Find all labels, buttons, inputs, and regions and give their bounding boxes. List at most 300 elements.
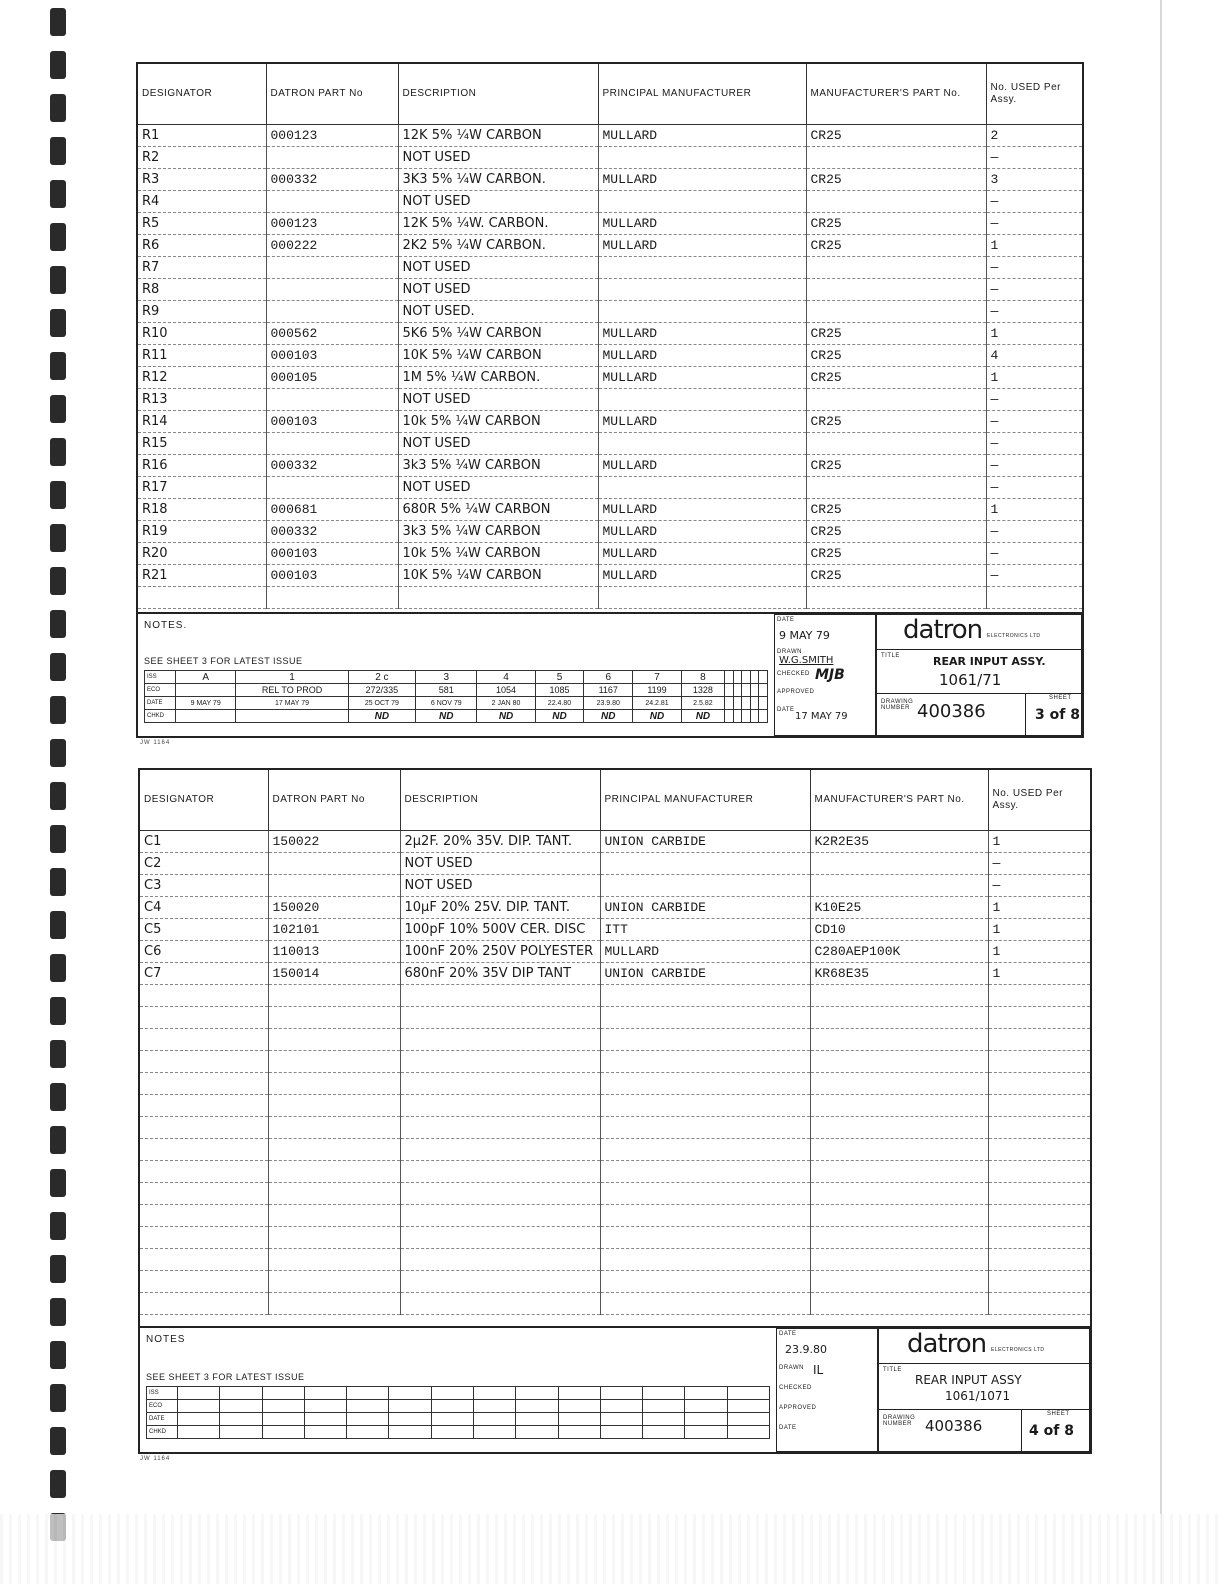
binding-ring [50, 481, 66, 509]
qty-cell: — [986, 477, 1082, 499]
part-number-cell: 000123 [266, 213, 398, 235]
description-cell [400, 1293, 600, 1315]
manufacturer-cell [598, 301, 806, 323]
designator-cell [140, 1271, 268, 1293]
binding-ring [50, 51, 66, 79]
mfr-part-cell [810, 1095, 988, 1117]
manufacturer-cell [600, 875, 810, 897]
description-cell: 10K 5% ¼W CARBON [398, 345, 598, 367]
issue-cell: 5 [535, 671, 584, 684]
description-cell: 2μ2F. 20% 35V. DIP. TANT. [400, 831, 600, 853]
manufacturer-cell [600, 1095, 810, 1117]
table-row [138, 301, 1082, 323]
description-cell: NOT USED [398, 477, 598, 499]
table-row [140, 919, 1090, 941]
designator-cell [140, 1051, 268, 1073]
see-sheet-note: SEE SHEET 3 FOR LATEST ISSUE [146, 1372, 305, 1382]
part-number-cell: 000562 [266, 323, 398, 345]
description-cell: 12K 5% ¼W. CARBON. [398, 213, 598, 235]
issue-cell [304, 1387, 346, 1400]
qty-cell: 1 [986, 499, 1082, 521]
designator-cell [140, 1095, 268, 1117]
chkd-cell: ND [477, 710, 535, 723]
table-row [138, 499, 1082, 521]
binding-ring [50, 739, 66, 767]
mfr-part-cell [810, 1073, 988, 1095]
part-number-cell [268, 1139, 400, 1161]
designator-cell: R10 [138, 323, 266, 345]
binding-ring [50, 1212, 66, 1240]
logo-subtitle: ELECTRONICS LTD [991, 1347, 1045, 1353]
mfr-part-cell: K10E25 [810, 897, 988, 919]
eco-cell: 1167 [584, 684, 633, 697]
issue-cell [643, 1387, 685, 1400]
designator-header: DESIGNATOR [138, 64, 266, 125]
mfr-part-cell: CR25 [806, 543, 986, 565]
description-cell: 3k3 5% ¼W CARBON [398, 455, 598, 477]
eco-cell [473, 1400, 515, 1413]
part-number-cell [266, 587, 398, 609]
binding-ring [50, 1384, 66, 1412]
part-number-cell: 000103 [266, 345, 398, 367]
eco-label: ECO [145, 684, 176, 697]
date-value: 9 MAY 79 [779, 629, 830, 642]
issue-cell [750, 671, 759, 684]
table-row [138, 191, 1082, 213]
chkd-cell: ND [535, 710, 584, 723]
part-number-cell [268, 1073, 400, 1095]
qty-cell: — [986, 455, 1082, 477]
part-number-cell: 000105 [266, 367, 398, 389]
drawing-number: 400386 [917, 701, 986, 722]
date-cell [473, 1413, 515, 1426]
mfr-part-cell [810, 1161, 988, 1183]
description-cell: 10k 5% ¼W CARBON [398, 411, 598, 433]
mfr-part-cell: CR25 [806, 345, 986, 367]
qty-cell: — [986, 191, 1082, 213]
manufacturer-cell [598, 477, 806, 499]
designator-cell: C7 [140, 963, 268, 985]
qty-cell: — [986, 389, 1082, 411]
description-cell: 2K2 5% ¼W CARBON. [398, 235, 598, 257]
designator-cell: R21 [138, 565, 266, 587]
sheet-number: 3 of 8 [1035, 707, 1080, 723]
title-block [140, 1326, 1090, 1452]
approved-label: APPROVED [779, 1405, 817, 1411]
qty-cell: — [988, 875, 1090, 897]
datron-logo: datron [907, 1329, 987, 1359]
description-cell: 5K6 5% ¼W CARBON [398, 323, 598, 345]
issue-cell [431, 1387, 473, 1400]
chkd-cell [176, 710, 236, 723]
date-cell: 2.5.82 [681, 697, 724, 710]
mfr-part-cell [810, 1051, 988, 1073]
mfr-part-cell: CR25 [806, 213, 986, 235]
part-number-cell: 102101 [268, 919, 400, 941]
manufacturer-cell: MULLARD [600, 941, 810, 963]
qty-cell [986, 587, 1082, 609]
manufacturer-cell: MULLARD [598, 235, 806, 257]
drawn-label: DRAWN [777, 649, 802, 655]
designator-cell [140, 1249, 268, 1271]
qty-cell [988, 1227, 1090, 1249]
manufacturer-cell: UNION CARBIDE [600, 963, 810, 985]
title-line-1: REAR INPUT ASSY. [933, 655, 1046, 668]
issue-cell [759, 671, 768, 684]
designator-header: DESIGNATOR [140, 770, 268, 831]
designator-cell [140, 1161, 268, 1183]
manufacturer-cell [598, 279, 806, 301]
part-number-cell: 000332 [266, 169, 398, 191]
issue-cell: 3 [416, 671, 477, 684]
part-number-cell [268, 985, 400, 1007]
chkd-cell [304, 1426, 346, 1439]
issue-cell: 8 [681, 671, 724, 684]
eco-cell [431, 1400, 473, 1413]
designator-cell: R7 [138, 257, 266, 279]
part-number-cell: 000103 [266, 543, 398, 565]
logo-subtitle: ELECTRONICS LTD [987, 633, 1041, 639]
qty-cell: 1 [988, 897, 1090, 919]
qty-cell: 1 [986, 367, 1082, 389]
designator-cell: R12 [138, 367, 266, 389]
mfr-part-cell [810, 1117, 988, 1139]
mfr-part-cell [806, 389, 986, 411]
table-row [138, 125, 1082, 147]
chkd-cell [262, 1426, 304, 1439]
part-number-cell: 000123 [266, 125, 398, 147]
manufacturer-cell: MULLARD [598, 543, 806, 565]
table-row [138, 433, 1082, 455]
mfr-part-cell: CR25 [806, 323, 986, 345]
manufacturer-cell [600, 853, 810, 875]
date-cell [516, 1413, 558, 1426]
eco-cell: 272/335 [348, 684, 415, 697]
description-header: DESCRIPTION [398, 64, 598, 125]
mfr-part-header: MANUFACTURER'S PART No. [810, 770, 988, 831]
qty-cell: — [986, 301, 1082, 323]
table-row [138, 477, 1082, 499]
qty-cell [988, 1007, 1090, 1029]
designator-cell: C1 [140, 831, 268, 853]
empty-row [140, 1073, 1090, 1095]
designator-cell: C2 [140, 853, 268, 875]
manufacturer-cell [600, 1029, 810, 1051]
issue-cell [262, 1387, 304, 1400]
mfr-part-cell [810, 1183, 988, 1205]
date-field-label: DATE [777, 617, 795, 623]
part-number-cell [268, 1271, 400, 1293]
eco-cell [733, 684, 742, 697]
table-row [140, 853, 1090, 875]
manufacturer-cell: MULLARD [598, 565, 806, 587]
issue-cell [389, 1387, 431, 1400]
date-label: DATE [145, 697, 176, 710]
title-box [878, 1328, 1090, 1452]
eco-cell [304, 1400, 346, 1413]
manufacturer-cell: MULLARD [598, 323, 806, 345]
manufacturer-cell [600, 1161, 810, 1183]
sheet-label: SHEET [1049, 695, 1072, 701]
scan-noise [0, 1514, 1224, 1584]
manufacturer-cell: UNION CARBIDE [600, 831, 810, 853]
part-number-cell: 000332 [266, 455, 398, 477]
eco-cell [600, 1400, 642, 1413]
part-number-cell [268, 1007, 400, 1029]
part-number-cell [266, 301, 398, 323]
chkd-cell [600, 1426, 642, 1439]
part-number-cell: 000222 [266, 235, 398, 257]
mfr-part-cell [806, 257, 986, 279]
empty-row [140, 985, 1090, 1007]
table-row [138, 235, 1082, 257]
empty-row [140, 1117, 1090, 1139]
qty-cell: — [986, 147, 1082, 169]
issue-cell: 4 [477, 671, 535, 684]
table-row [138, 169, 1082, 191]
date-cell [727, 1413, 769, 1426]
drawing-number-label: DRAWING NUMBER [883, 1415, 916, 1427]
binding-ring [50, 438, 66, 466]
qty-cell [988, 1051, 1090, 1073]
date2-label: DATE [777, 707, 795, 713]
part-number-cell: 150020 [268, 897, 400, 919]
approval-box [776, 1328, 878, 1452]
sheet-label: SHEET [1047, 1411, 1070, 1417]
manufacturer-cell: MULLARD [598, 521, 806, 543]
manufacturer-cell [600, 1073, 810, 1095]
designator-cell: C6 [140, 941, 268, 963]
chkd-cell [220, 1426, 262, 1439]
date-cell [178, 1413, 220, 1426]
description-header: DESCRIPTION [400, 770, 600, 831]
date-label: DATE [147, 1413, 178, 1426]
manufacturer-cell: MULLARD [598, 213, 806, 235]
designator-cell [138, 587, 266, 609]
manufacturer-cell [600, 985, 810, 1007]
qty-cell: — [986, 213, 1082, 235]
table-row [140, 875, 1090, 897]
eco-cell [750, 684, 759, 697]
description-cell: 10μF 20% 25V. DIP. TANT. [400, 897, 600, 919]
designator-cell [140, 1029, 268, 1051]
datron-logo: datron [903, 615, 983, 645]
mfr-part-cell [806, 587, 986, 609]
part-number-cell [266, 279, 398, 301]
eco-cell: 581 [416, 684, 477, 697]
datron-part-header: DATRON PART No [266, 64, 398, 125]
qty-cell [988, 1161, 1090, 1183]
date-cell: 2 JAN 80 [477, 697, 535, 710]
see-sheet-note: SEE SHEET 3 FOR LATEST ISSUE [144, 656, 303, 666]
empty-row [140, 1183, 1090, 1205]
issue-cell [178, 1387, 220, 1400]
table-row [140, 941, 1090, 963]
qty-cell: — [988, 853, 1090, 875]
date-cell: 22.4.80 [535, 697, 584, 710]
qty-cell: 2 [986, 125, 1082, 147]
designator-cell: R2 [138, 147, 266, 169]
description-cell: 10K 5% ¼W CARBON [398, 565, 598, 587]
manufacturer-cell: MULLARD [598, 125, 806, 147]
qty-cell: — [986, 565, 1082, 587]
part-number-cell [268, 853, 400, 875]
table-row [138, 147, 1082, 169]
issue-cell [473, 1387, 515, 1400]
manufacturer-cell [600, 1139, 810, 1161]
chkd-cell [178, 1426, 220, 1439]
part-number-cell [266, 147, 398, 169]
chkd-cell [724, 710, 733, 723]
description-cell: NOT USED. [398, 301, 598, 323]
manufacturer-cell [598, 191, 806, 213]
table-row [140, 897, 1090, 919]
date-cell [750, 697, 759, 710]
designator-cell: R1 [138, 125, 266, 147]
chkd-cell [431, 1426, 473, 1439]
mfr-part-cell: CR25 [806, 521, 986, 543]
binding-ring [50, 1427, 66, 1455]
mfr-part-cell [810, 1271, 988, 1293]
designator-cell: R6 [138, 235, 266, 257]
description-cell [400, 1205, 600, 1227]
manufacturer-cell [600, 1271, 810, 1293]
date-cell: 17 MAY 79 [236, 697, 348, 710]
description-cell [400, 985, 600, 1007]
mfr-part-cell: CR25 [806, 499, 986, 521]
issue-cell [685, 1387, 727, 1400]
designator-cell: R19 [138, 521, 266, 543]
manufacturer-cell [598, 389, 806, 411]
chkd-cell: ND [633, 710, 682, 723]
notes-label: NOTES. [144, 620, 188, 631]
designator-cell: R3 [138, 169, 266, 191]
empty-row [140, 1029, 1090, 1051]
mfr-part-cell: KR68E35 [810, 963, 988, 985]
description-cell [400, 1073, 600, 1095]
part-number-cell [266, 477, 398, 499]
eco-label: ECO [147, 1400, 178, 1413]
designator-cell: R17 [138, 477, 266, 499]
description-cell [400, 1271, 600, 1293]
manufacturer-cell [600, 1227, 810, 1249]
eco-cell [178, 1400, 220, 1413]
qty-cell [988, 1249, 1090, 1271]
mfr-part-cell [810, 1139, 988, 1161]
description-cell [400, 1249, 600, 1271]
description-cell: NOT USED [398, 147, 598, 169]
description-cell: 10k 5% ¼W CARBON [398, 543, 598, 565]
chkd-cell: ND [681, 710, 724, 723]
issue-cell [742, 671, 751, 684]
part-number-cell [268, 1161, 400, 1183]
date-cell [600, 1413, 642, 1426]
manufacturer-cell [600, 1007, 810, 1029]
date-cell [643, 1413, 685, 1426]
chkd-cell [759, 710, 768, 723]
issue-cell [727, 1387, 769, 1400]
date-cell [733, 697, 742, 710]
part-number-cell: 150022 [268, 831, 400, 853]
description-cell [400, 1007, 600, 1029]
table-row [138, 257, 1082, 279]
mfr-part-cell [810, 1293, 988, 1315]
binding-ring [50, 696, 66, 724]
date-cell [685, 1413, 727, 1426]
qty-cell: — [986, 543, 1082, 565]
mfr-part-cell: CR25 [806, 125, 986, 147]
designator-cell: R11 [138, 345, 266, 367]
description-cell: NOT USED [400, 875, 600, 897]
empty-row [140, 1051, 1090, 1073]
mfr-part-cell [810, 1205, 988, 1227]
manufacturer-cell: MULLARD [598, 499, 806, 521]
date-cell [262, 1413, 304, 1426]
description-cell: NOT USED [398, 279, 598, 301]
binding-ring [50, 567, 66, 595]
description-cell: 1M 5% ¼W CARBON. [398, 367, 598, 389]
binding-ring [50, 1255, 66, 1283]
manufacturer-cell: UNION CARBIDE [600, 897, 810, 919]
description-cell [400, 1161, 600, 1183]
mfr-part-cell: CR25 [806, 169, 986, 191]
description-cell: 3K3 5% ¼W CARBON. [398, 169, 598, 191]
form-code: JW 1164 [140, 1456, 171, 1462]
binding-ring [50, 1298, 66, 1326]
binding-ring [50, 8, 66, 36]
mfr-part-cell: CR25 [806, 235, 986, 257]
date-cell [304, 1413, 346, 1426]
description-cell [400, 1095, 600, 1117]
designator-cell: C4 [140, 897, 268, 919]
empty-row [140, 1271, 1090, 1293]
part-number-cell [268, 1293, 400, 1315]
empty-row [140, 1293, 1090, 1315]
issue-cell [600, 1387, 642, 1400]
chkd-cell [516, 1426, 558, 1439]
eco-cell [685, 1400, 727, 1413]
eco-cell [643, 1400, 685, 1413]
eco-cell [176, 684, 236, 697]
issue-cell [733, 671, 742, 684]
binding-ring [50, 1470, 66, 1498]
description-cell [400, 1029, 600, 1051]
binding-ring [50, 524, 66, 552]
date2-label: DATE [779, 1425, 797, 1431]
binding-ring [50, 223, 66, 251]
eco-cell [742, 684, 751, 697]
empty-row [140, 1139, 1090, 1161]
qty-cell: 1 [988, 963, 1090, 985]
date-cell: 24.2.81 [633, 697, 682, 710]
qty-cell [988, 1205, 1090, 1227]
designator-cell [140, 985, 268, 1007]
part-number-cell: 000103 [266, 565, 398, 587]
designator-cell [140, 1073, 268, 1095]
designator-cell: R9 [138, 301, 266, 323]
chkd-cell [389, 1426, 431, 1439]
mfr-part-cell [810, 1029, 988, 1051]
binding-ring [50, 782, 66, 810]
part-number-cell [268, 1227, 400, 1249]
table-row [138, 367, 1082, 389]
description-cell [398, 587, 598, 609]
eco-cell: 1199 [633, 684, 682, 697]
title-line-2: 1061/1071 [945, 1389, 1011, 1403]
description-cell: NOT USED [398, 389, 598, 411]
header-row [140, 770, 1090, 831]
chkd-cell: ND [416, 710, 477, 723]
